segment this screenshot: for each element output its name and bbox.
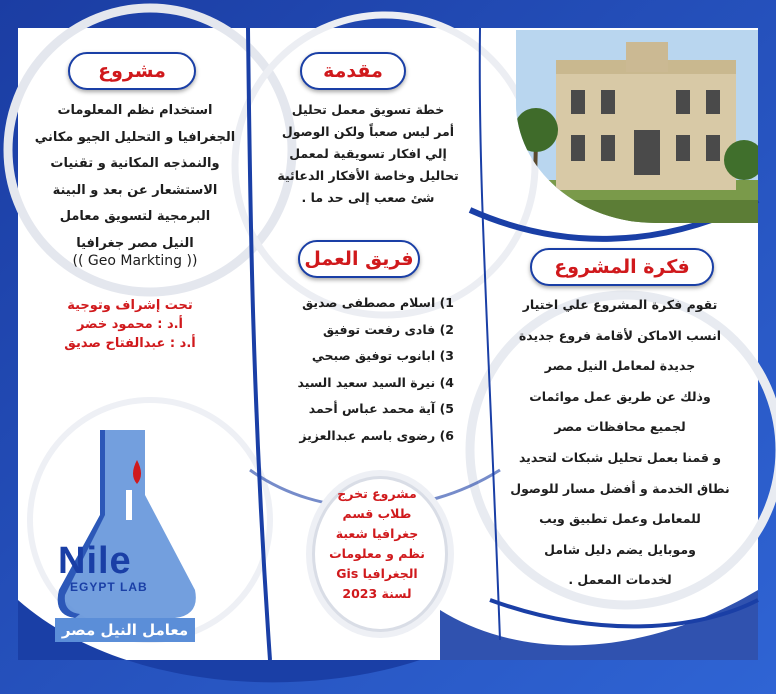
intro-line: شئ صعب إلى حد ما . (301, 190, 435, 205)
idea-line: تقوم فكرة المشروع علي اختيار (522, 297, 718, 312)
idea-text (494, 290, 746, 596)
idea-line: وموبايل يضم دليل شامل (544, 541, 696, 557)
graduation-line: جغرافيا شعبة (335, 526, 419, 541)
team-list (270, 290, 454, 450)
geo-marketing: (( Geo Markting )) (72, 253, 198, 269)
idea-line: و قمنا بعمل تحليل شبكات لتحديد (518, 449, 722, 465)
logo-arabic: معامل النيل مصر (55, 618, 195, 642)
idea-line: لجميع محافظات مصر (554, 419, 686, 435)
graduation-line: طلاب قسم (342, 506, 412, 521)
project-title: مشروع (68, 52, 196, 90)
idea-line: نطاق الخدمة و أفضل مسار للوصول (510, 480, 730, 496)
idea-line: للمعامل وعمل تطبيق ويب (539, 511, 701, 527)
team-member: 1) اسلام مصطفى صديق (302, 295, 454, 310)
team-title: فريق العمل (298, 240, 420, 278)
team-member: 2) فادى رفعت توفيق (323, 321, 454, 337)
project-line: البرمجية لتسويق معامل (59, 209, 211, 224)
team-member: 6) رضوى باسم عبدالعزيز (299, 427, 454, 443)
project-line: الجغرافيا و التحليل الجيو مكاني (34, 129, 236, 145)
logo-sub: EGYPT LAB (70, 580, 148, 594)
supervisor-name: أ.د : محمود خضر (76, 317, 184, 332)
supervisor-name: أ.د : عبدالفتاح صديق (64, 336, 196, 351)
intro-line: أمر ليس صعباً ولكن الوصول (281, 124, 455, 139)
graduation-line: نظم و معلومات (329, 546, 425, 561)
team-member: 3) ابانوب توفيق صبحي (311, 348, 454, 364)
intro-text (258, 99, 478, 209)
intro-line: إلي افكار تسويقية لمعمل (289, 146, 447, 161)
project-line: الاستشعار عن بعد و البينة (52, 182, 218, 198)
intro-line: تحاليل وخاصة الأفكار الدعائية (277, 168, 459, 183)
idea-title: فكرة المشروع (530, 248, 714, 286)
supervision-block (30, 296, 230, 353)
intro-line: خطة تسويق معمل تحليل (291, 102, 445, 117)
graduation-text (312, 484, 442, 604)
idea-line: لخدمات المعمل . (568, 572, 672, 588)
graduation-line: مشروع تخرج (337, 486, 417, 501)
project-line: استخدام نظم المعلومات (57, 103, 213, 118)
supervision-title: تحت إشراف وتوجية (67, 298, 193, 313)
graduation-line: الجغرافيا Gis (336, 566, 418, 581)
graduation-line: لسنة 2023 (342, 586, 412, 601)
nile-logo (45, 420, 215, 650)
team-member: 5) آية محمد عباس أحمد (308, 401, 454, 417)
project-description (24, 98, 246, 257)
team-member: 4) نيرة السيد سعيد السيد (297, 374, 454, 390)
project-line: والنمذجه المكانية و تقنيات (50, 156, 220, 171)
idea-line: وذلك عن طريق عمل موائمات (529, 388, 711, 404)
idea-line: جديدة لمعامل النيل مصر (544, 358, 696, 374)
idea-line: انسب الاماكن لأقامة فروع جديدة (518, 327, 722, 343)
logo-brand: Nile (58, 540, 132, 582)
project-line: النيل مصر جغرافيا (76, 235, 194, 251)
intro-title: مقدمة (300, 52, 406, 90)
